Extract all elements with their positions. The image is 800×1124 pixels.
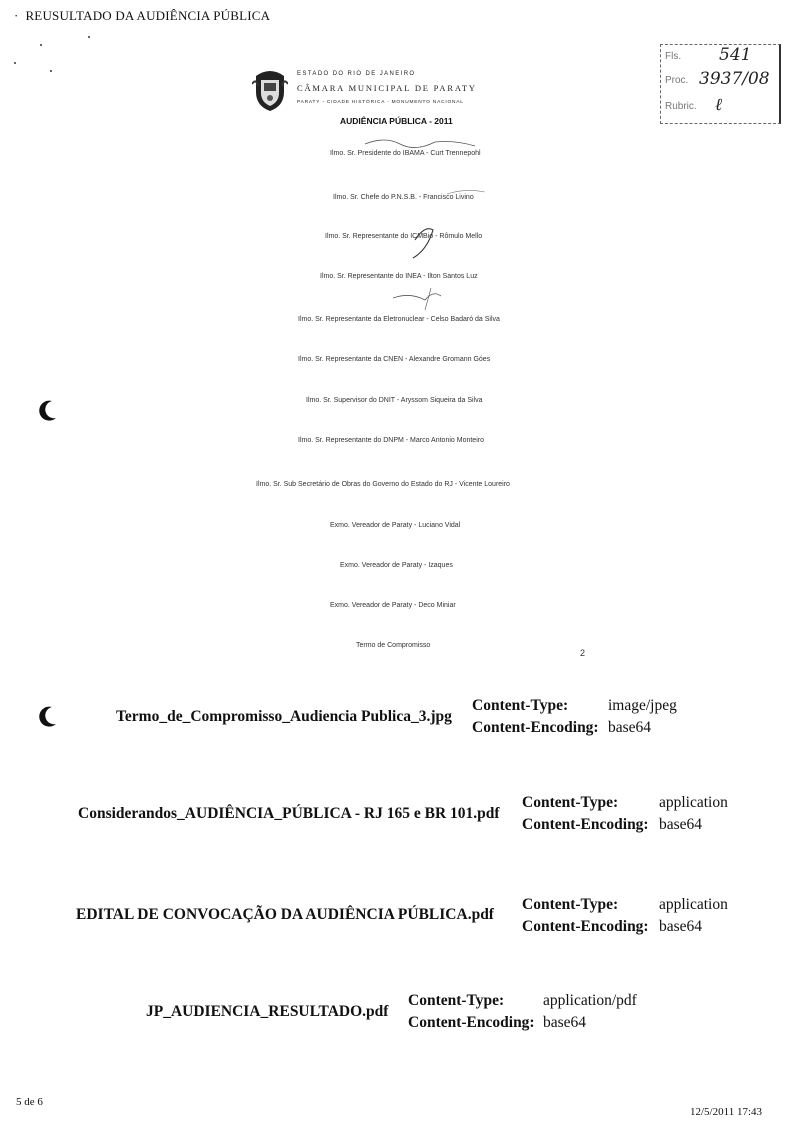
page-counter: 5 de 6 xyxy=(16,1096,43,1108)
attendee-line: Ilmo. Sr. Representante do INEA - Ilton Santos Luz xyxy=(320,273,478,280)
attachment-filename[interactable]: EDITAL DE CONVOCAÇÃO DA AUDIÊNCIA PÚBLICA.pdf xyxy=(76,906,494,923)
attendee-line: Exmo. Vereador de Paraty - Izaques xyxy=(340,562,453,569)
attendee-line: Ilmo. Sr. Presidente do IBAMA - Curt Trennepohl xyxy=(330,150,481,157)
content-encoding-label: Content-Encoding: xyxy=(522,918,649,935)
attendee-line: Termo de Compromisso xyxy=(356,642,431,649)
attachment-filename[interactable]: JP_AUDIENCIA_RESULTADO.pdf xyxy=(146,1003,389,1020)
stamp-label-rubric: Rubric. xyxy=(665,101,697,112)
protocol-stamp xyxy=(660,44,781,124)
content-type-label: Content-Type: xyxy=(472,697,569,714)
letterhead-city-tagline: PARATY - CIDADE HISTÓRICA - MONUMENTO NACIONAL xyxy=(297,100,464,105)
document-title: · REUSULTADO DA AUDIÊNCIA PÚBLICA xyxy=(14,8,271,23)
content-encoding-value: base64 xyxy=(659,918,703,935)
content-type-value: application xyxy=(659,794,728,811)
stamp-label-proc: Proc. xyxy=(665,75,689,86)
letterhead-state: ESTADO DO RIO DE JANEIRO xyxy=(297,71,416,77)
content-encoding-value: base64 xyxy=(659,816,703,833)
content-type-value: image/jpeg xyxy=(608,697,677,714)
scan-page-number: 2 xyxy=(580,648,586,658)
crescent-icon xyxy=(34,398,60,424)
attendee-line: Ilmo. Sr. Chefe do P.N.S.B. - Francisco Livino xyxy=(333,194,474,201)
print-datetime: 12/5/2011 17:43 xyxy=(690,1106,763,1118)
attendee-line: Ilmo. Sr. Representante do ICMBio - Rômulo Mello xyxy=(325,233,483,240)
stamp-rubric-mark: ℓ xyxy=(715,95,723,115)
stamp-process-value: 3937/08 xyxy=(699,69,770,89)
stamp-page-value: 541 xyxy=(719,45,752,65)
content-type-label: Content-Type: xyxy=(522,794,619,811)
scan-speck xyxy=(14,62,16,64)
crescent-icon xyxy=(34,704,60,730)
bullet-dot: · xyxy=(14,8,19,23)
scan-speck xyxy=(88,36,90,38)
content-encoding-label: Content-Encoding: xyxy=(472,719,599,736)
content-type-label: Content-Type: xyxy=(522,896,619,913)
attendee-line: Ilmo. Sr. Sub Secretário de Obras do Governo do Estado do RJ - Vicente Loureiro xyxy=(256,481,510,488)
content-encoding-value: base64 xyxy=(608,719,652,736)
scan-speck xyxy=(40,44,42,46)
attendee-line: Ilmo. Sr. Representante da CNEN - Alexandre Gromann Góes xyxy=(298,356,491,363)
handwritten-signatures xyxy=(355,130,505,320)
municipal-crest-icon xyxy=(252,66,288,112)
content-encoding-label: Content-Encoding: xyxy=(408,1014,535,1031)
attendee-line: Exmo. Vereador de Paraty - Deco Miniar xyxy=(330,602,456,609)
content-type-label: Content-Type: xyxy=(408,992,505,1009)
content-type-value: application xyxy=(659,896,728,913)
attendee-line: Ilmo. Sr. Representante da Eletronuclear - Celso Badaró da Silva xyxy=(298,316,500,323)
content-type-value: application/pdf xyxy=(543,992,637,1009)
attendee-line: Ilmo. Sr. Supervisor do DNIT - Aryssom Siqueira da Silva xyxy=(306,397,483,404)
scan-speck xyxy=(50,70,52,72)
content-encoding-value: base64 xyxy=(543,1014,587,1031)
attachment-filename[interactable]: Considerandos_AUDIÊNCIA_PÚBLICA - RJ 165 e BR 101.pdf xyxy=(78,805,500,822)
attendee-line: Exmo. Vereador de Paraty - Luciano Vidal xyxy=(330,522,461,529)
letterhead-chamber: CÂMARA MUNICIPAL DE PARATY xyxy=(297,83,477,93)
audience-title: AUDIÊNCIA PÚBLICA - 2011 xyxy=(340,116,453,126)
content-encoding-label: Content-Encoding: xyxy=(522,816,649,833)
attachment-filename[interactable]: Termo_de_Compromisso_Audiencia Publica_3.jpg xyxy=(116,708,452,725)
stamp-label-fls: Fls. xyxy=(665,51,682,62)
attendee-line: Ilmo. Sr. Representante do DNPM - Marco Antonio Monteiro xyxy=(298,437,484,444)
